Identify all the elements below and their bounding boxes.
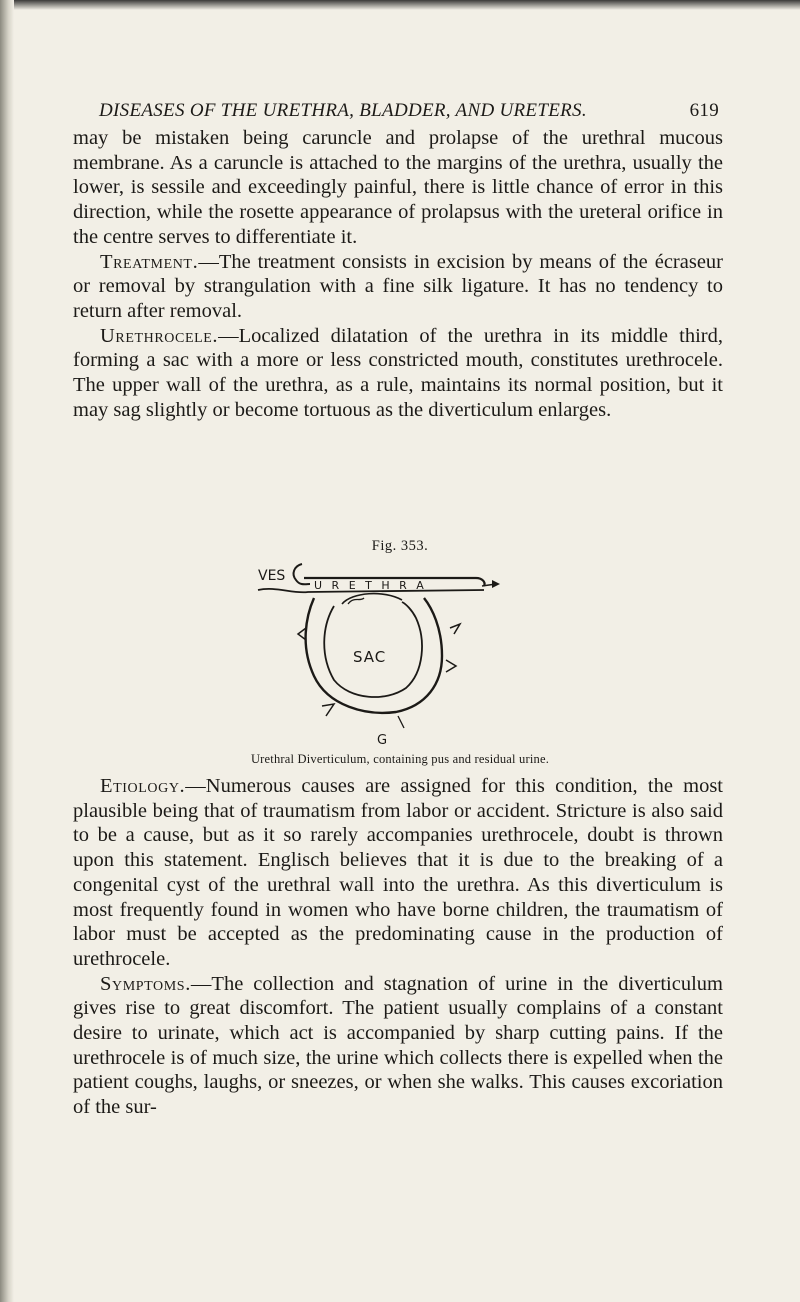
sac-mouth-fold (348, 598, 364, 604)
arrow-right (446, 660, 456, 672)
paragraph-lead: Etiology. (100, 775, 186, 797)
paragraph-text: —Localized dilatation of the urethra in its middle third, forming a sac with a more or less constricted mouth, constitutes urethrocele. The upper wall of the urethra, as a rule, maintains its normal position, but it may sag slightly or become tortuous as the diverticulum enlarges. (73, 324, 723, 421)
figure-label: Fig. 353. (371, 538, 429, 554)
paragraph-text: may be mistaken being caruncle and prolapse of the urethral mucous membrane. As a caruncle is attached to the margins of the urethra, usually the lower, is sessile and exceedingly painful, there is little chance of error in this direction, while the rosette appearance of prolapsus with the ureteral orifice in the centre serves to differentiate it. (73, 127, 723, 248)
body-text-top (73, 126, 723, 422)
paragraph-lead: Treatment. (100, 250, 199, 273)
paragraph-etiology (73, 774, 723, 972)
sac-mouth (342, 594, 402, 604)
paragraph-treatment (73, 250, 723, 324)
page-top-shadow (0, 0, 800, 10)
body-text-bottom (73, 774, 723, 1120)
flow-arrow-head (492, 580, 500, 588)
urethral-diverticulum-figure (256, 556, 516, 750)
paragraph-text: —Numerous causes are assigned for this condition, the most plausible being that of traumatism from labor or accident. Stricture is also said to be a cause, but as it so rarely accompanies urethrocele, doubt is thrown upon this statement. Englisch believes that it is due to the breaking of a congenital cyst of the urethral wall into the urethra. As this diverticulum is most frequently found in women who have borne children, the traumatism of labor must be accepted as the predominating cause in the production of urethrocele. (73, 775, 723, 970)
page-number: 619 (689, 100, 719, 121)
arrow-lower-left (322, 704, 334, 716)
paragraph (73, 126, 723, 250)
figure-label-g: G (377, 733, 388, 748)
paragraph-text: —The treatment consists in excision by means of the écraseur or removal by strangulation with a fine silk ligature. It has no tendency to return after removal. (73, 250, 723, 322)
running-header (99, 100, 719, 122)
arrow-upper-right (450, 624, 460, 634)
figure-label-urethra: U R E T H R A (314, 579, 427, 592)
paragraph-text: —The collection and stagnation of urine in the diverticulum gives rise to great discomfort. The patient usually complains of a constant desire to urinate, which act is accompanied by sharp cutting pains. If the urethrocele is of much size, the urine which collects there is expelled when the patient coughs, laughs, or sneezes, or when she walks. This causes excoriation of the sur- (73, 972, 723, 1119)
paragraph-lead: Symptoms. (100, 972, 191, 995)
figure-caption: Urethral Diverticulum, containing pus and residual urine. (250, 752, 550, 766)
paragraph-symptoms (73, 972, 723, 1120)
page-binding-edge (0, 0, 14, 1302)
running-title: DISEASES OF THE URETHRA, BLADDER, AND URETERS. (99, 100, 587, 121)
bladder-neck-curve (294, 564, 310, 584)
figure-label-ves: VES (258, 568, 286, 584)
pointer-line-g (398, 716, 404, 728)
paragraph-lead: Urethrocele. (100, 324, 219, 347)
figure-label-sac: SAC (353, 648, 387, 666)
paragraph-urethrocele (73, 324, 723, 423)
